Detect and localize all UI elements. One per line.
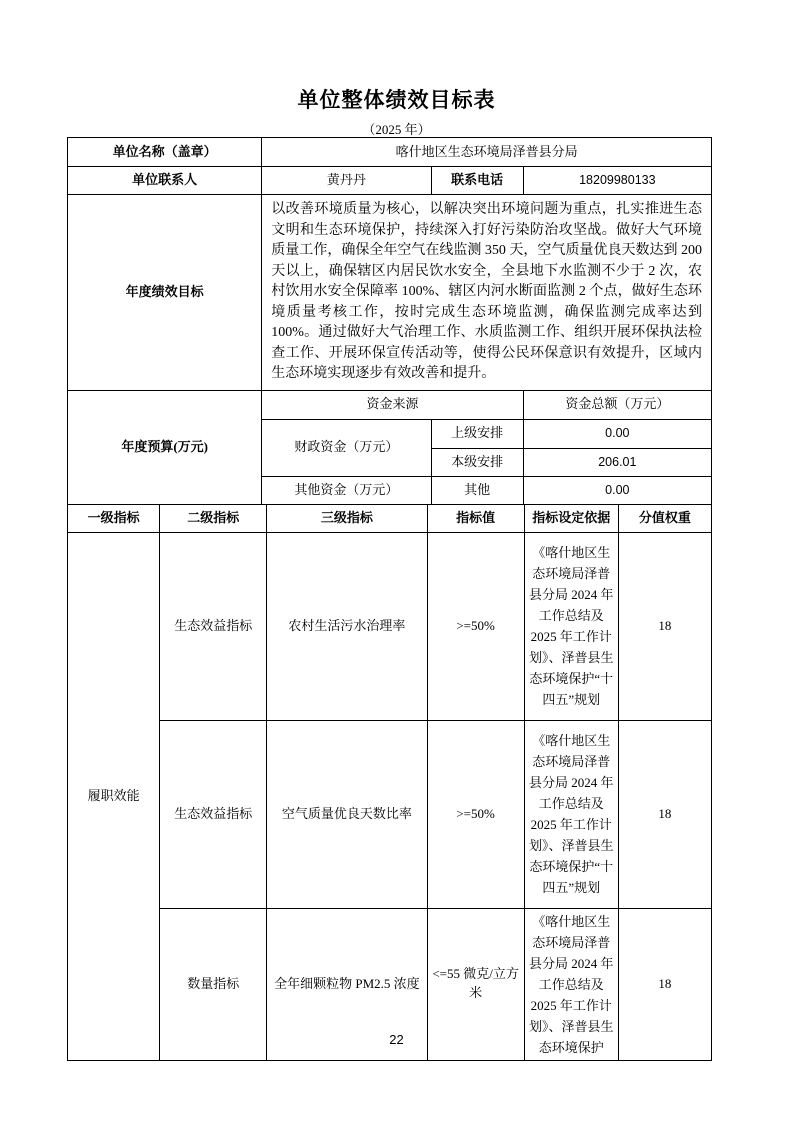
header-level3: 三级指标 <box>267 504 427 532</box>
budget-total-header: 资金总额（万元） <box>523 390 711 419</box>
row2-weight: 18 <box>618 720 711 908</box>
header-level1: 一级指标 <box>68 504 160 532</box>
row3-level2: 数量指标 <box>160 908 267 1060</box>
row3-basis: 《喀什地区生态环境局泽普县分局 2024 年工作总结及 2025 年工作计划》、泽普县生态环境保护 <box>524 908 618 1060</box>
row2-level3: 空气质量优良天数比率 <box>267 720 427 908</box>
header-value: 指标值 <box>427 504 524 532</box>
budget-local-value: 206.01 <box>523 448 711 476</box>
annual-target-text: 以改善环境质量为核心，以解决突出环境问题为重点，扎实推进生态文明和生态环境保护，持续深入打好污染防治攻坚战。做好大气环境质量工作，确保全年空气在线监测 350 天，空气质量优良天数达到 200 天以上，确保辖区内居民饮水安全，全县地下水监测不少于 2 次，农村饮用水安全保障率 100%、辖区内河水断面监测 2 个点，做好生态环境质量考核工作，按时完成生态环境监测，确保监测完成率达到 100%。通过做好大气治理工作、水质监测工作、组织开展环保执法检查工作、开展环保宣传活动等，使得公民环保意识有效提升，区域内生态环境实现逐步有效改善和提升。 <box>262 195 712 391</box>
row3-value: <=55 微克/立方米 <box>427 908 524 1060</box>
page-title: 单位整体绩效目标表 <box>297 88 496 112</box>
header-level2: 二级指标 <box>160 504 267 532</box>
level1-value: 履职效能 <box>68 532 160 1060</box>
row1-value: >=50% <box>427 532 524 720</box>
indicator-row-2 <box>68 720 712 908</box>
contact-label: 单位联系人 <box>68 167 262 195</box>
contact-row <box>68 167 712 195</box>
budget-other-label: 其他 <box>431 476 523 504</box>
indicator-header-row <box>68 504 712 532</box>
contact-name-value: 黄丹丹 <box>262 167 431 195</box>
page-subtitle: （2025 年） <box>362 122 431 137</box>
row2-basis: 《喀什地区生态环境局泽普县分局 2024 年工作总结及 2025 年工作计划》、泽普县生态环境保护“十四五”规划 <box>524 720 618 908</box>
phone-value: 18209980133 <box>523 167 711 195</box>
budget-upper-value: 0.00 <box>523 419 711 448</box>
indicator-table <box>67 504 712 1061</box>
budget-fiscal-label: 财政资金（万元） <box>262 419 431 476</box>
budget-source-header: 资金来源 <box>262 390 523 419</box>
unit-name-value: 喀什地区生态环境局泽普县分局 <box>262 138 712 167</box>
row1-weight: 18 <box>618 532 711 720</box>
unit-name-label: 单位名称（盖章） <box>68 138 262 167</box>
row2-level2: 生态效益指标 <box>160 720 267 908</box>
indicator-row-1 <box>68 532 712 720</box>
row1-level2: 生态效益指标 <box>160 532 267 720</box>
phone-label: 联系电话 <box>431 167 523 195</box>
budget-label: 年度预算(万元) <box>68 390 262 504</box>
budget-other-value: 0.00 <box>523 476 711 504</box>
row3-weight: 18 <box>618 908 711 1060</box>
info-and-budget-table <box>67 137 712 505</box>
row1-basis: 《喀什地区生态环境局泽普县分局 2024 年工作总结及 2025 年工作计划》、泽普县生态环境保护“十四五”规划 <box>524 532 618 720</box>
annual-target-label: 年度绩效目标 <box>68 195 262 391</box>
row1-level3: 农村生活污水治理率 <box>267 532 427 720</box>
row2-value: >=50% <box>427 720 524 908</box>
budget-other-source-label: 其他资金（万元） <box>262 476 431 504</box>
performance-target-table <box>67 137 712 1061</box>
header-weight: 分值权重 <box>618 504 711 532</box>
budget-local-label: 本级安排 <box>431 448 523 476</box>
budget-upper-label: 上级安排 <box>431 419 523 448</box>
page-number: 22 <box>389 1032 404 1047</box>
row3-level3: 全年细颗粒物 PM2.5 浓度 <box>267 908 427 1060</box>
annual-target-row <box>68 195 712 391</box>
unit-name-row <box>68 138 712 167</box>
header-basis: 指标设定依据 <box>524 504 618 532</box>
budget-header-row <box>68 390 712 419</box>
